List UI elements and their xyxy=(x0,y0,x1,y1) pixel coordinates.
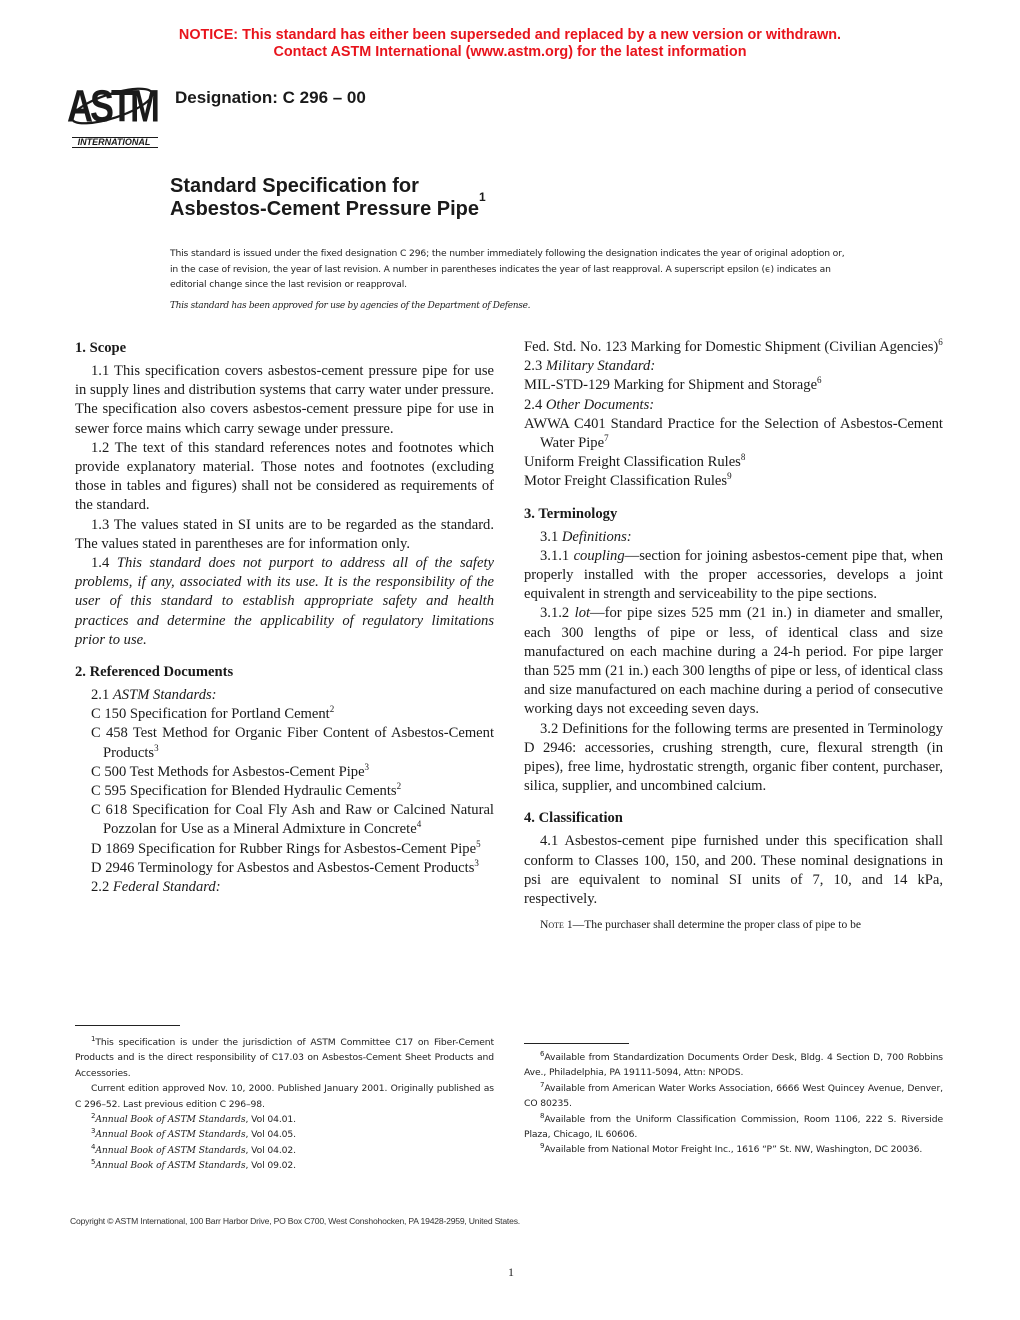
astm-logo xyxy=(66,78,160,150)
para-1-4-text: This standard does not purport to address all of the safety problems, if any, associated with its use. It is the responsibility of the user of this standard to establish appropriate safety and health practices and determine the applicability of regulatory limitations prior to use. xyxy=(75,555,494,648)
book-title: Annual Book of ASTM Standards xyxy=(95,1114,246,1126)
para-1-3: 1.3 The values stated in SI units are to be regarded as the standard. The values stated in parentheses are for information only. xyxy=(75,516,494,552)
para-4-1: 4.1 Asbestos-cement pipe furnished under this specification shall conform to Classes 100, 150, and 200. These nominal designations in psi are equivalent to nominal SI units of 7, 10, and 14 kPa, respectively. xyxy=(524,833,943,908)
subsection-2-1-label: ASTM Standards: xyxy=(112,687,217,704)
definition-term: coupling xyxy=(573,547,625,564)
footnote-annual-book xyxy=(75,1112,494,1127)
footnote-mark: 9 xyxy=(540,1142,545,1151)
footnote-mark: 6 xyxy=(540,1049,545,1058)
footnote-ref[interactable]: 4 xyxy=(416,819,422,830)
subsection-3-1-number: 3.1 xyxy=(540,528,562,545)
subsection-2-2-number: 2.2 xyxy=(91,879,113,896)
reference-text: D 2946 Terminology for Asbestos and Asbestos-Cement Products xyxy=(91,859,475,876)
subsection-2-1-number: 2.1 xyxy=(91,687,113,704)
volume: , Vol 09.02. xyxy=(245,1160,296,1172)
reference-item xyxy=(75,763,494,782)
reference-text: C 150 Specification for Portland Cement xyxy=(91,706,330,723)
para-1-4-number: 1.4 xyxy=(91,555,117,572)
subsection-3-1 xyxy=(524,528,943,547)
subsection-2-3 xyxy=(524,357,943,376)
subsection-3-1-label: Definitions: xyxy=(561,528,632,545)
astm-logo-icon xyxy=(66,78,160,150)
footnote-ref[interactable]: 9 xyxy=(727,471,732,482)
section-heading-classification: 4. Classification xyxy=(524,810,623,827)
subsection-2-2 xyxy=(75,878,494,897)
footnote-text: Available from American Water Works Association, 6666 West Quincey Avenue, Denver, CO 80235. xyxy=(524,1082,943,1110)
section-heading-referenced-documents: 2. Referenced Documents xyxy=(75,664,234,681)
definition-text: —for pipe sizes 525 mm (21 in.) in diameter and smaller, each 300 lengths of pipe or less, of identical class and size manufactured on each machine during a 24-h period. For pipe larger than 525 mm (21 in.) each 300 lengths of pipe or less, of identical class and size manufactured on each machine during a period of consecutive working days not exceeding seven days. xyxy=(524,605,943,718)
other-documents-list xyxy=(524,415,943,492)
footnote-6 xyxy=(524,1050,943,1081)
reference-text: C 595 Specification for Blended Hydraulic Cements xyxy=(91,783,397,800)
reference-text: D 1869 Specification for Rubber Rings for Asbestos-Cement Pipe xyxy=(91,840,477,857)
reference-text: Uniform Freight Classification Rules xyxy=(524,454,741,471)
subsection-2-4 xyxy=(524,396,943,415)
book-title: Annual Book of ASTM Standards xyxy=(95,1129,246,1141)
book-title: Annual Book of ASTM Standards xyxy=(95,1144,246,1156)
definition-coupling xyxy=(524,547,943,605)
footnote-mark: 8 xyxy=(540,1111,545,1120)
footnote-ref[interactable]: 2 xyxy=(329,704,335,715)
reference-item-federal xyxy=(524,338,943,357)
footnote-mark: 2 xyxy=(91,1111,96,1120)
footnote-ref[interactable]: 7 xyxy=(604,433,609,444)
reference-text: MIL-STD-129 Marking for Shipment and Storage xyxy=(524,377,818,394)
astm-standards-list xyxy=(75,705,494,878)
footnote-ref[interactable]: 8 xyxy=(740,452,746,463)
volume: , Vol 04.05. xyxy=(245,1129,296,1141)
reference-item xyxy=(75,840,494,859)
footnote-ref[interactable]: 6 xyxy=(817,375,822,386)
para-1-2: 1.2 The text of this standard references notes and footnotes which provide explanatory material. Those notes and footnotes (excluding those in tables and figures) shall not be considered as requirements of the standard. xyxy=(75,439,494,514)
footnote-mark: 5 xyxy=(91,1158,96,1167)
note-1 xyxy=(524,917,943,932)
subsection-2-4-number: 2.4 xyxy=(524,396,546,413)
footnote-ref[interactable]: 5 xyxy=(476,838,481,849)
withdrawal-notice xyxy=(0,27,1020,61)
reference-text: Motor Freight Classification Rules xyxy=(524,473,728,490)
subsection-2-4-label: Other Documents: xyxy=(545,396,655,413)
logo-international: INTERNATIONAL xyxy=(77,137,151,147)
para-1-1: 1.1 This specification covers asbestos-cement pressure pipe for use in supply lines and distribution systems that carry water under pressure. The specification also covers asbestos-cement pressure pipe for use in sewer force mains which carry sewage under pressure. xyxy=(75,363,494,437)
notice-line-2: Contact ASTM International (www.astm.org) for the latest information xyxy=(273,44,747,60)
reference-text: C 500 Test Methods for Asbestos-Cement Pipe xyxy=(91,763,365,780)
reference-item xyxy=(75,705,494,724)
reference-item xyxy=(75,724,494,762)
page-number: 1 xyxy=(508,1265,514,1279)
title-line-1: Standard Specification for xyxy=(170,175,419,197)
logo-letters: ASTM xyxy=(67,80,157,132)
footnote-9 xyxy=(524,1142,943,1157)
footnote-mark: 4 xyxy=(91,1142,96,1151)
subsection-2-1 xyxy=(75,686,494,705)
definition-number: 3.1.2 xyxy=(540,605,575,622)
footnote-mark: 7 xyxy=(540,1080,545,1089)
definition-text: —section for joining asbestos-cement pipe that, when properly installed with the proper accessories, develops a joint equivalent in strength and serviceability to the pipe sections. xyxy=(524,547,944,603)
footnote-text: This specification is under the jurisdiction of ASTM Committee C17 on Fiber-Cement Products and is the direct responsibility of C17.03 on Asbestos-Cement Sheet Products and Accessories. xyxy=(75,1037,494,1079)
para-1-4 xyxy=(75,554,494,650)
note-text: —The purchaser shall determine the proper class of pipe to be xyxy=(572,918,862,932)
section-heading-scope: 1. Scope xyxy=(75,340,127,356)
right-column xyxy=(524,338,943,932)
title-line-2: Asbestos-Cement Pressure Pipe xyxy=(170,198,480,220)
footnote-ref[interactable]: 3 xyxy=(364,762,370,772)
footnote-divider-left xyxy=(75,1025,180,1026)
footnote-mark: 3 xyxy=(91,1127,96,1136)
annual-book-footnotes xyxy=(75,1112,494,1174)
footnote-annual-book xyxy=(75,1127,494,1142)
left-column xyxy=(75,338,494,897)
reference-text: Fed. Std. No. 123 Marking for Domestic Shipment (Civilian Agencies) xyxy=(524,339,939,355)
footnote-text: Available from the Uniform Classification Commission, Room 1106, 222 S. Riverside Plaza, Chicago, IL 60606. xyxy=(524,1113,943,1141)
footnote-7 xyxy=(524,1081,943,1112)
note-label: Note 1 xyxy=(540,918,573,932)
document-title xyxy=(170,175,486,221)
subsection-2-3-number: 2.3 xyxy=(524,358,546,375)
footnote-ref[interactable]: 3 xyxy=(474,858,479,869)
footnote-ref[interactable]: 6 xyxy=(938,337,943,348)
footnote-annual-book xyxy=(75,1143,494,1158)
footnote-ref[interactable]: 3 xyxy=(154,742,159,753)
footnote-mark: 1 xyxy=(91,1034,96,1043)
para-3-2: 3.2 Definitions for the following terms are presented in Terminology D 2946: accessories, crushing strength, cure, flexural strength (in pipes), free lime, hydrostatic strength, organic fiber content, purchaser, silica, supplier, and uncombined calcium. xyxy=(524,720,943,795)
dod-approval-note: This standard has been approved for use by agencies of the Department of Defense. xyxy=(170,301,531,311)
reference-item xyxy=(524,415,943,453)
footnote-ref[interactable]: 2 xyxy=(396,781,402,792)
reference-text: C 458 Test Method for Organic Fiber Content of Asbestos-Cement Products xyxy=(91,725,494,761)
footnotes-left xyxy=(75,1035,494,1174)
footnote-8 xyxy=(524,1112,943,1143)
volume: , Vol 04.01. xyxy=(245,1114,296,1126)
definition-lot xyxy=(524,604,943,719)
reference-item xyxy=(524,453,943,472)
reference-item xyxy=(75,782,494,801)
issue-note: This standard is issued under the fixed designation C 296; the number immediately following the designation indicates the year of original adoption or, in the case of revision, the year of last revision. A number in parentheses indicates the year of last reapproval. A superscript epsilon (ϵ) indicates an editorial change since the last revision or reapproval. xyxy=(170,248,845,290)
footnote-edition: Current edition approved Nov. 10, 2000. Published January 2001. Originally published as C 296–52. Last previous edition C 296–98. xyxy=(75,1083,494,1110)
book-title: Annual Book of ASTM Standards xyxy=(95,1160,246,1172)
reference-text: C 618 Specification for Coal Fly Ash and Raw or Calcined Natural Pozzolan for Use as a Mineral Admixture in Concrete xyxy=(91,802,494,838)
footnote-divider-right xyxy=(524,1043,629,1044)
volume: , Vol 04.02. xyxy=(245,1144,296,1156)
definition-number: 3.1.1 xyxy=(540,547,574,564)
footnote-1 xyxy=(75,1035,494,1081)
section-heading-terminology: 3. Terminology xyxy=(524,505,618,522)
footnote-text: Available from Standardization Documents Order Desk, Bldg. 4 Section D, 700 Robbins Ave., Philadelphia, PA 19111-5094, Attn: NPODS. xyxy=(524,1052,943,1079)
designation: Designation: C 296 – 00 xyxy=(175,88,366,107)
reference-item xyxy=(524,472,943,491)
copyright-line: Copyright © ASTM International, 100 Barr Harbor Drive, PO Box C700, West Conshohocken, PA 19428-2959, United States. xyxy=(70,1216,520,1226)
subsection-2-3-label: Military Standard: xyxy=(545,358,656,375)
reference-item-military xyxy=(524,376,943,395)
footnote-text: Available from National Motor Freight Inc., 1616 “P” St. NW, Washington, DC 20036. xyxy=(544,1144,923,1156)
definition-term: lot xyxy=(574,605,591,622)
title-footnote-ref[interactable]: 1 xyxy=(479,190,486,204)
reference-item xyxy=(75,859,494,878)
footnote-annual-book xyxy=(75,1158,494,1173)
reference-text: AWWA C401 Standard Practice for the Selection of Asbestos-Cement Water Pipe xyxy=(524,415,943,452)
reference-item xyxy=(75,801,494,839)
subsection-2-2-label: Federal Standard: xyxy=(112,879,221,896)
notice-line-1: NOTICE: This standard has either been superseded and replaced by a new version or withdrawn. xyxy=(178,27,842,43)
footnotes-right xyxy=(524,1050,943,1158)
